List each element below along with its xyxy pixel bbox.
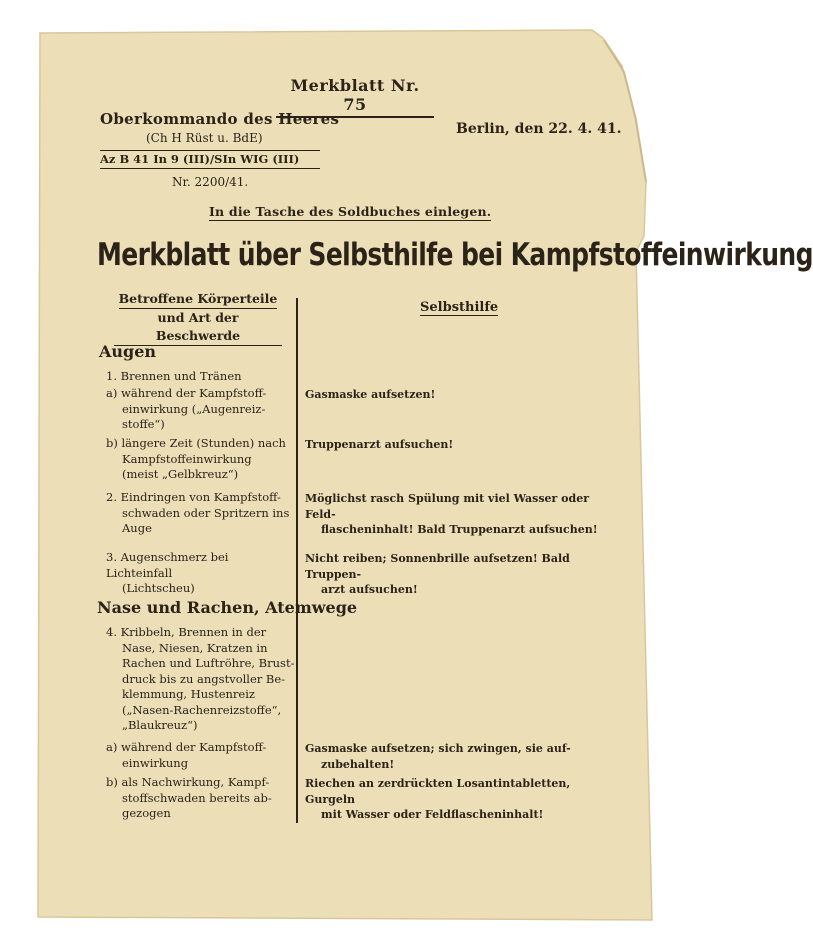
item-1a-line2: einwirkung („Augenreiz- <box>122 401 266 416</box>
column-header-left-line2: und Art der Beschwerde <box>114 309 282 346</box>
item-4a-response-line1: Gasmaske aufsetzen; sich zwingen, sie auf- <box>305 742 571 755</box>
item-2-line1: 2. Eindringen von Kampfstoff- <box>106 490 281 504</box>
column-divider <box>296 298 298 823</box>
item-4-line3: Rachen und Luftröhre, Brust- <box>122 656 295 670</box>
section-title-nase: Nase und Rachen, Atemwege <box>97 598 358 617</box>
item-1a-response: Gasmaske aufsetzen! <box>305 388 436 401</box>
item-3-line2: (Lichtscheu) <box>122 581 195 595</box>
section-title-augen: Augen <box>99 342 157 361</box>
item-4-line7: „Blaukreuz“) <box>122 718 198 732</box>
item-3-line1: 3. Augenschmerz bei Lichteinfall <box>106 550 229 580</box>
document-title: Merkblatt Nr. 75 <box>276 76 434 118</box>
item-4 <box>106 625 296 734</box>
item-4b-line1: b) als Nachwirkung, Kampf- <box>106 775 270 789</box>
item-1a-line1: a) während der Kampfstoff- <box>106 386 267 400</box>
item-1-title: 1. Brennen und Tränen <box>106 369 242 383</box>
item-4-line1: 4. Kribbeln, Brennen in der <box>106 625 267 639</box>
item-4a-response <box>305 741 615 772</box>
item-2-line2: schwaden oder Spritzern ins <box>122 505 290 520</box>
place-date: Berlin, den 22. 4. 41. <box>456 121 622 137</box>
column-header-right: Selbsthilfe <box>420 300 499 315</box>
item-4a-response-line2: zubehalten! <box>321 757 395 771</box>
headline: Merkblatt über Selbsthilfe bei Kampfstoffeinwirkung <box>97 236 813 273</box>
item-3-response <box>305 551 615 598</box>
item-4b-response <box>305 776 615 823</box>
item-1b-line1: b) längere Zeit (Stunden) nach <box>106 436 286 450</box>
item-2-response <box>305 491 615 538</box>
item-3-response-line2: arzt aufsuchen! <box>321 583 418 596</box>
column-header-left-line1: Betroffene Körperteile <box>119 290 278 309</box>
item-4-line6: („Nasen-Rachenreizstoffe“, <box>122 702 282 717</box>
item-1a <box>106 386 296 433</box>
item-4-line5: klemmung, Hustenreiz <box>122 687 255 701</box>
instruction-line: In die Tasche des Soldbuches einlegen. <box>209 204 492 219</box>
item-2-line3: Auge <box>122 521 152 535</box>
item-2-response-line2: flascheninhalt! Bald Truppenarzt aufsuchen! <box>321 523 598 536</box>
issuer-number: Nr. 2200/41. <box>172 175 249 189</box>
item-1b-line3: (meist „Gelbkreuz“) <box>122 467 239 481</box>
item-4a <box>106 740 296 771</box>
item-1a-line3: stoffe“) <box>122 417 165 431</box>
column-header-left <box>114 290 282 346</box>
item-1b-line2: Kampfstoffeinwirkung <box>122 451 252 466</box>
item-3-response-line1: Nicht reiben; Sonnenbrille aufsetzen! Bald Truppen- <box>305 552 570 581</box>
issuer-name: Oberkommando des Heeres <box>100 110 340 128</box>
item-4-line4: druck bis zu angstvoller Be- <box>122 671 286 686</box>
item-3 <box>106 550 296 597</box>
item-4b-line3: gezogen <box>122 806 171 820</box>
item-1b-response: Truppenarzt aufsuchen! <box>305 438 454 451</box>
item-4b-response-line1: Riechen an zerdrückten Losantintabletten, Gurgeln <box>305 777 571 806</box>
item-4a-line1: a) während der Kampfstoff- <box>106 740 267 754</box>
item-2-response-line1: Möglichst rasch Spülung mit viel Wasser oder Feld- <box>305 492 589 521</box>
item-2 <box>106 490 296 537</box>
item-4b-line2: stoffschwaden bereits ab- <box>122 790 272 805</box>
item-1b <box>106 436 296 483</box>
issuer-office: (Ch H Rüst u. BdE) <box>146 131 263 145</box>
item-4a-line2: einwirkung <box>122 755 189 770</box>
item-4b <box>106 775 296 822</box>
item-4b-response-line2: mit Wasser oder Feldflascheninhalt! <box>321 808 544 821</box>
item-4-line2: Nase, Niesen, Kratzen in <box>122 640 268 655</box>
issuer-reference: Az B 41 In 9 (III)/SIn WIG (III) <box>100 150 320 169</box>
